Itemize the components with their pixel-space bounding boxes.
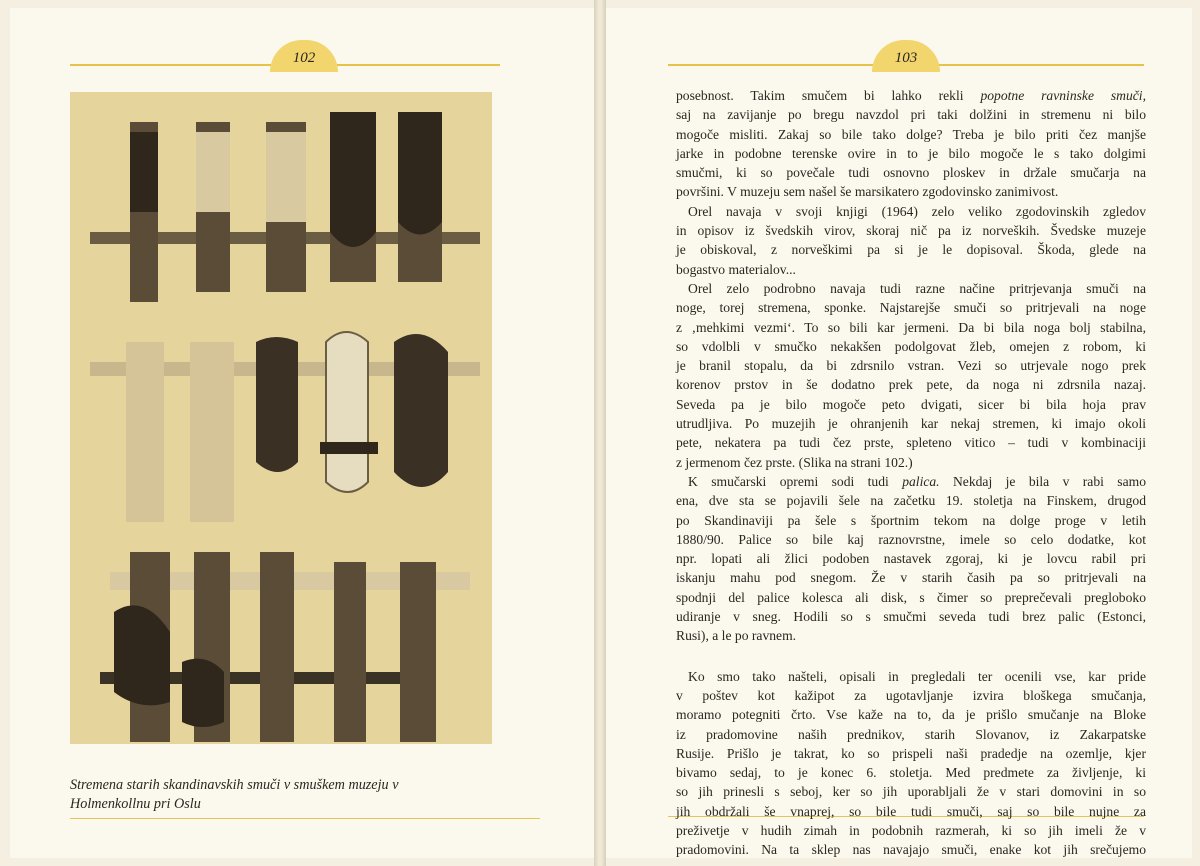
body-line: je branil stopalu, da bi zdrsnilo vstran. Vezi so utrjevale nogo prek (676, 358, 1146, 374)
body-line: jih obdržali še vnaprej, so bile tudi smuči, saj so bile nujne za (676, 803, 1146, 819)
body-line: 1880/90. Palice so bile kaj raznovrstne, imele so celo dodatke, kot (676, 531, 1146, 547)
body-line: so vdolbli v smučko nekakšen podolgovat žleb, omejen z robom, ki (676, 338, 1146, 354)
body-line: Orel navaja v svoji knjigi (1964) zelo veliko zgodovinskih zgledov (688, 203, 1146, 219)
body-line: spodnji del palice kolesca ali disk, s čimer so preprečevali pregloboko (676, 589, 1146, 605)
body-line: Orel zelo podrobno navaja tudi razne načine pritrjevanja smuči na (688, 280, 1146, 296)
body-line: korenov prstov in še dodatno prek pete, da noga ni zdrsnila nazaj. (676, 377, 1146, 393)
caption-line: Holmenkollnu pri Oslu (70, 796, 201, 812)
body-line: smučmi, ki so povečale tudi osnovno ploskev in držale smučarja na (676, 165, 1146, 181)
body-line: ena, dve sta se pojavili šele na začetku 19. stoletja na Finskem, drugod (676, 493, 1146, 509)
body-line: Seveda pa je bilo mogoče peto dvigati, sicer bi bila hoja prav (676, 396, 1146, 412)
body-line: z jermenom čez prste. (Slika na strani 102.) (676, 454, 913, 470)
body-line: v poštev kot kažipot za ugotavljanje izvira bloškega smučanja, (676, 687, 1146, 703)
body-line: utrudljiva. Po muzejih je ohranjenih kar nekaj stremen, ki imajo okoli (676, 416, 1146, 432)
body-text (676, 86, 1146, 860)
body-line: saj na zavijanje po bregu navzdol pri taki dolžini in stremenu ni bilo (676, 107, 1146, 123)
book-gutter (594, 0, 606, 866)
body-line: iskanju mahu pod snegom. Že v starih časih pa so pritrjevali na (676, 570, 1146, 586)
body-line: so jih prinesli s seboj, ker so jih uporabljali že v stari domovini in so (676, 784, 1146, 800)
body-line: pradomovini. Na ta sklep nas navajajo smuči, enake kot jih srečujemo (676, 842, 1146, 858)
ski-bindings-photo (70, 92, 492, 744)
body-line: Ko smo tako našteli, opisali in pregledali ter ocenili vse, kar pride (688, 668, 1146, 684)
body-line: preživetje v hudih zimah in podobnih razmerah, ki so jih imeli že v (676, 822, 1146, 838)
left-page-number: 102 (292, 50, 316, 66)
body-line: in opisov iz švedskih virov, skoraj nič pa iz norveških. Švedske muzeje (676, 223, 1146, 239)
body-line: Rusije. Prišlo je takrat, ko so prispeli naši pradedje na ozemlje, kjer (676, 745, 1146, 761)
caption-line: Stremena starih skandinavskih smuči v smuškem muzeju v (70, 777, 399, 793)
body-line: površini. V muzeju sem našel še marsikatero zgodovinsko zanimivost. (676, 184, 1059, 200)
body-line: noge, torej stremena, sponke. Najstarejše smuči so pritrjevali na noge (676, 300, 1146, 316)
photo-caption (70, 776, 500, 814)
body-line: Rusi), a le po ravnem. (676, 628, 797, 644)
body-line: pete, nekatera pa tudi čez prste, spleteno vitico – tudi v kombinaciji (676, 435, 1146, 451)
body-line: je obiskoval, z norveškimi pa si je le dopisoval. Škoda, glede na (676, 242, 1146, 258)
paragraph-gap (676, 646, 1146, 667)
body-line: bogastvo materialov... (676, 261, 796, 277)
body-line: z ‚mehkimi vezmi‘. To so bili kar jermeni. Da bi bila noga bolj stabilna, (676, 319, 1146, 335)
body-line: posebnost. Takim smučem bi lahko rekli popotne ravninske smuči, (676, 88, 1146, 103)
body-line: iz pradomovine naših prednikov, starih Slovanov, iz Zakarpatske (676, 726, 1146, 742)
body-line: K smučarski opremi sodi tudi palica. Nekdaj je bila v rabi samo (688, 473, 1146, 489)
right-page-number: 103 (894, 50, 918, 66)
body-line: udiranje v sneg. Hodili so s smučmi seveda tudi brez palic (Estonci, (676, 609, 1146, 625)
body-line: npr. lopati ali žlici podoben nastavek zgoraj, ki je lovcu rabil pri (676, 551, 1146, 567)
body-line: bivamo sedaj, to je konec 6. stoletja. Med predmete za življenje, ki (676, 765, 1146, 781)
body-line: jarke in podobne terenske ovire in to je bilo mogoče le s tako dolgimi (676, 145, 1146, 161)
body-line: mogoče misliti. Zakaj so bile tako dolge? Treba je bilo priti čez manjše (676, 126, 1146, 142)
body-line: moramo potegniti črto. Vse kaže na to, da je prišlo smučanje na Bloke (676, 707, 1146, 723)
body-line: po Skandinaviji pa šele s športnim tekom na dolge proge v letih (676, 512, 1146, 528)
left-footer-rule (70, 818, 540, 819)
